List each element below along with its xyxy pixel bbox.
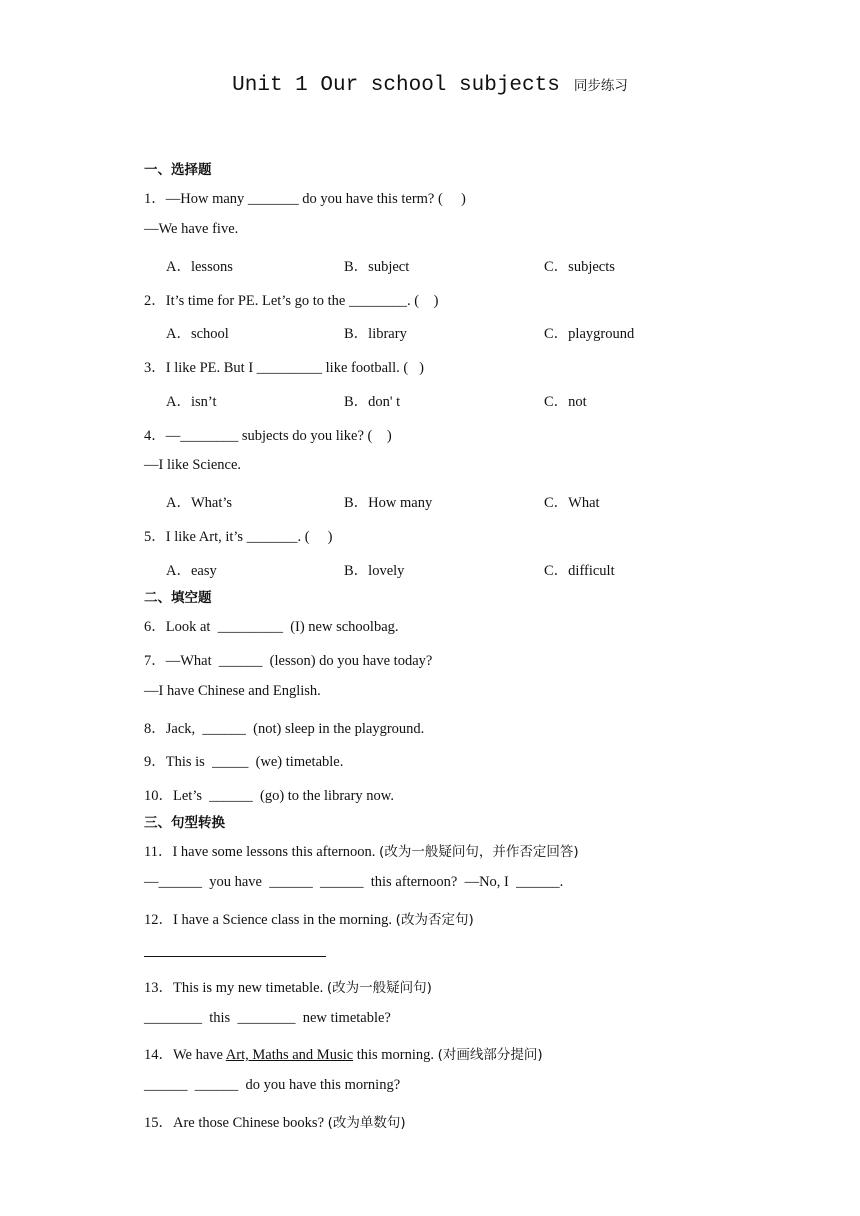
- q3-stem: 3．I like PE. But I _________ like football. ( ): [144, 360, 424, 376]
- q1-stem: 1．—How many _______ do you have this term? ( ): [144, 191, 466, 207]
- q3-option-a: A．isn’t: [166, 394, 217, 410]
- title-english: Unit 1 Our school subjects: [232, 74, 560, 97]
- q3-option-b: B．don' t: [344, 394, 401, 410]
- q12-text: 12．I have a Science class in the morning.: [144, 912, 396, 928]
- q15-stem: [144, 1111, 406, 1132]
- q15-instruction: (改为单数句): [327, 1115, 406, 1131]
- q12-stem: [144, 908, 474, 929]
- q5-option-a: A．easy: [166, 563, 217, 579]
- q5-option-c: C．difficult: [544, 563, 615, 579]
- q11-stem: [144, 840, 579, 861]
- q9-stem: 9．This is _____ (we) timetable.: [144, 754, 344, 770]
- q2-stem: 2．It’s time for PE. Let’s go to the ________. ( ): [144, 293, 439, 309]
- q2-option-b: B．library: [344, 326, 407, 342]
- q4-option-c: C．What: [544, 495, 600, 511]
- q3-option-c: C．not: [544, 394, 587, 410]
- q6-stem: 6．Look at _________ (I) new schoolbag.: [144, 619, 399, 635]
- q15-text: 15．Are those Chinese books?: [144, 1115, 328, 1131]
- section-heading-fill-blank: 二、填空题: [144, 590, 212, 606]
- q14-text-pre: 14．We have: [144, 1047, 226, 1063]
- q12-instruction: (改为否定句): [395, 912, 474, 928]
- q14-text-post: this morning.: [353, 1047, 438, 1063]
- q5-option-b: B．lovely: [344, 563, 405, 579]
- q11-text: 11．I have some lessons this afternoon.: [144, 844, 380, 860]
- q1-answer-line: —We have five.: [144, 221, 239, 237]
- title-chinese: 同步练习: [573, 78, 628, 94]
- q10-stem: 10．Let’s ______ (go) to the library now.: [144, 788, 394, 804]
- q14-stem: [144, 1043, 543, 1064]
- section-heading-choice: 一、选择题: [144, 162, 212, 178]
- q2-option-a: A．school: [166, 326, 229, 342]
- q2-option-c: C．playground: [544, 326, 635, 342]
- q13-instruction: (改为一般疑问句): [326, 980, 432, 996]
- section-heading-sentence-transform: 三、句型转换: [144, 815, 225, 831]
- q13-answer-line: ________ this ________ new timetable?: [144, 1010, 391, 1026]
- q13-text: 13．This is my new timetable.: [144, 980, 327, 996]
- page-title: [0, 74, 860, 97]
- q5-stem: 5．I like Art, it’s _______. ( ): [144, 529, 333, 545]
- q1-option-a: A．lessons: [166, 259, 233, 275]
- q13-stem: [144, 976, 432, 997]
- q4-option-b: B．How many: [344, 495, 433, 511]
- q11-instruction: (改为一般疑问句，并作否定回答): [379, 844, 579, 860]
- q7-answer-line: —I have Chinese and English.: [144, 683, 321, 699]
- q11-answer-line: —______ you have ______ ______ this afternoon? —No, I ______.: [144, 874, 564, 890]
- q14-underlined-part: Art, Maths and Music: [225, 1047, 354, 1063]
- q8-stem: 8．Jack, ______ (not) sleep in the playground.: [144, 721, 425, 737]
- q1-option-b: B．subject: [344, 259, 410, 275]
- q14-instruction: (对画线部分提问): [437, 1047, 543, 1063]
- q4-option-a: A．What’s: [166, 495, 233, 511]
- q14-answer-line: ______ ______ do you have this morning?: [144, 1077, 401, 1093]
- q4-stem: 4．—________ subjects do you like? ( ): [144, 428, 392, 444]
- q12-answer-blank: [144, 956, 326, 957]
- q4-answer-line: —I like Science.: [144, 457, 242, 473]
- q1-option-c: C．subjects: [544, 259, 615, 275]
- q7-stem: 7．—What ______ (lesson) do you have today?: [144, 653, 433, 669]
